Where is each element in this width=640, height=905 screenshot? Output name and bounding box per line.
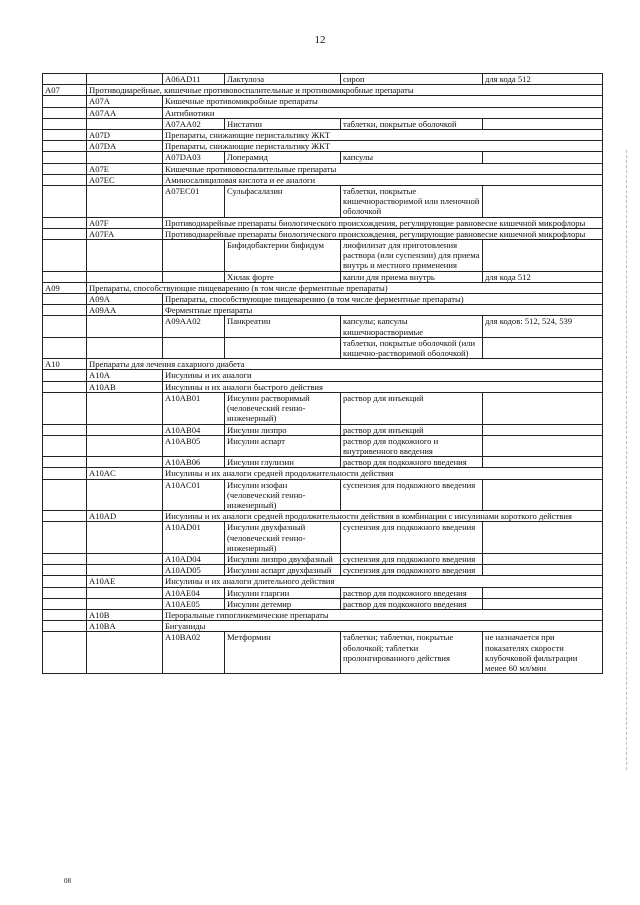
table-row — [43, 316, 603, 337]
table-cell: Инсулин глулизин — [225, 457, 341, 468]
table-row — [43, 457, 603, 468]
table-row — [43, 370, 603, 381]
table-cell: для кода 512 — [483, 271, 603, 282]
table-cell: A10AD01 — [163, 522, 225, 554]
table-cell: Кишечные противомикробные препараты — [163, 96, 603, 107]
table-cell: Инсулины и их аналоги средней продолжительности действия в комбинации с инсулинами короткого действия — [163, 511, 603, 522]
table-cell: A10AB06 — [163, 457, 225, 468]
table-cell: раствор для инъекций — [341, 424, 483, 435]
table-row — [43, 107, 603, 118]
table-cell — [87, 118, 163, 129]
table-row — [43, 85, 603, 96]
table-cell: Бифидобактерии бифидум — [225, 240, 341, 272]
table-row — [43, 424, 603, 435]
table-cell — [87, 598, 163, 609]
table-cell: A10AE — [87, 576, 163, 587]
table-row — [43, 74, 603, 85]
table-row — [43, 587, 603, 598]
table-cell: капсулы; капсулы кишечнорастворимые — [341, 316, 483, 337]
table-cell — [43, 522, 87, 554]
table-cell: таблетки; таблетки, покрытые оболочкой; таблетки пролонгированного действия — [341, 632, 483, 674]
table-row — [43, 553, 603, 564]
table-cell — [87, 316, 163, 337]
table-cell — [43, 621, 87, 632]
table-cell — [43, 598, 87, 609]
table-cell: A06AD11 — [163, 74, 225, 85]
table-cell — [87, 435, 163, 456]
table-cell — [43, 228, 87, 239]
table-cell: A07FA — [87, 228, 163, 239]
table-cell — [43, 186, 87, 218]
table-cell: A10 — [43, 359, 87, 370]
table-cell: Ферментные препараты — [163, 305, 603, 316]
table-cell: Препараты, способствующие пищеварению (в том числе ферментные препараты) — [163, 294, 603, 305]
table-cell — [43, 468, 87, 479]
table-cell — [483, 424, 603, 435]
table-cell — [163, 271, 225, 282]
table-row — [43, 392, 603, 424]
drug-list-table — [42, 73, 603, 674]
table-cell — [43, 576, 87, 587]
table-cell — [483, 587, 603, 598]
table-cell — [43, 479, 87, 511]
table-cell — [43, 457, 87, 468]
table-cell: A10AD04 — [163, 553, 225, 564]
table-cell — [43, 294, 87, 305]
table-row — [43, 282, 603, 293]
table-cell — [483, 337, 603, 358]
table-row — [43, 598, 603, 609]
table-row — [43, 305, 603, 316]
table-cell: Препараты, способствующие пищеварению (в том числе ферментные препараты) — [87, 282, 603, 293]
table-cell: суспензия для подкожного введения — [341, 565, 483, 576]
table-cell: не назначается при показателях скорости клубочковой фильтрации менее 60 мл/мин — [483, 632, 603, 674]
table-row — [43, 565, 603, 576]
table-cell: A07EC01 — [163, 186, 225, 218]
table-row — [43, 359, 603, 370]
table-cell — [87, 392, 163, 424]
table-cell: сироп — [341, 74, 483, 85]
table-cell — [43, 152, 87, 163]
table-cell — [87, 457, 163, 468]
table-cell — [43, 74, 87, 85]
table-cell: A07DA — [87, 141, 163, 152]
table-cell — [43, 337, 87, 358]
table-cell: раствор для подкожного введения — [341, 587, 483, 598]
table-row — [43, 141, 603, 152]
table-cell: A10AB05 — [163, 435, 225, 456]
table-row — [43, 96, 603, 107]
table-cell: Инсулины и их аналоги быстрого действия — [163, 381, 603, 392]
table-row — [43, 621, 603, 632]
table-cell: Инсулин аспарт — [225, 435, 341, 456]
table-cell — [483, 392, 603, 424]
table-cell — [483, 118, 603, 129]
table-row — [43, 186, 603, 218]
table-cell — [483, 598, 603, 609]
table-cell: Препараты для лечения сахарного диабета — [87, 359, 603, 370]
table-cell — [43, 587, 87, 598]
table-cell: A09AA02 — [163, 316, 225, 337]
table-row — [43, 240, 603, 272]
table-cell — [163, 337, 225, 358]
table-cell — [483, 152, 603, 163]
table-cell: для кода 512 — [483, 74, 603, 85]
table-cell: A07 — [43, 85, 87, 96]
table-cell: A07AA02 — [163, 118, 225, 129]
table-row — [43, 130, 603, 141]
table-cell: Панкреатин — [225, 316, 341, 337]
table-cell: капли для приема внутрь — [341, 271, 483, 282]
table-row — [43, 271, 603, 282]
table-cell: A09AA — [87, 305, 163, 316]
table-cell: A10AD05 — [163, 565, 225, 576]
table-row — [43, 152, 603, 163]
table-row — [43, 511, 603, 522]
table-cell — [43, 96, 87, 107]
table-cell: Аминосалициловая кислота и ее аналоги — [163, 174, 603, 185]
table-cell: A10AB01 — [163, 392, 225, 424]
table-cell: Инсулин растворимый (человеческий генно-инженерный) — [225, 392, 341, 424]
table-cell: A10AE04 — [163, 587, 225, 598]
table-cell: Противодиарейные, кишечные противовоспалительные и противомикробные препараты — [87, 85, 603, 96]
table-cell — [163, 240, 225, 272]
table-cell — [87, 565, 163, 576]
table-cell — [43, 163, 87, 174]
table-cell: суспензия для подкожного введения — [341, 479, 483, 511]
table-cell: Инсулин изофан (человеческий генно-инженерный) — [225, 479, 341, 511]
table-row — [43, 381, 603, 392]
table-cell: Сульфасалазин — [225, 186, 341, 218]
table-row — [43, 468, 603, 479]
table-cell — [43, 392, 87, 424]
table-cell — [43, 217, 87, 228]
table-cell — [87, 271, 163, 282]
table-cell: Инсулин лизпро — [225, 424, 341, 435]
table-cell — [87, 479, 163, 511]
table-cell — [87, 74, 163, 85]
table-cell: A09A — [87, 294, 163, 305]
table-cell: Кишечные противовоспалительные препараты — [163, 163, 603, 174]
table-cell: таблетки, покрытые оболочкой (или кишечно-растворимой оболочкой) — [341, 337, 483, 358]
table-cell — [483, 479, 603, 511]
table-cell: A10AC01 — [163, 479, 225, 511]
table-cell: A10AD — [87, 511, 163, 522]
table-row — [43, 632, 603, 674]
table-cell — [483, 522, 603, 554]
table-cell: A10AC — [87, 468, 163, 479]
table-cell: A07D — [87, 130, 163, 141]
table-row — [43, 609, 603, 620]
table-row — [43, 435, 603, 456]
table-cell: раствор для подкожного введения — [341, 598, 483, 609]
table-cell — [43, 240, 87, 272]
table-cell — [87, 587, 163, 598]
table-row — [43, 174, 603, 185]
table-cell — [43, 370, 87, 381]
table-cell: A07A — [87, 96, 163, 107]
table-cell — [483, 553, 603, 564]
table-cell — [43, 435, 87, 456]
table-cell — [43, 271, 87, 282]
table-cell: раствор для инъекций — [341, 392, 483, 424]
table-cell — [43, 381, 87, 392]
table-cell: Противодиарейные препараты биологического происхождения, регулирующие равновесие кишечной микрофлоры — [163, 217, 603, 228]
table-cell: раствор для подкожного введения — [341, 457, 483, 468]
table-cell: раствор для подкожного и внутривенного введения — [341, 435, 483, 456]
table-cell: A10AB — [87, 381, 163, 392]
table-row — [43, 576, 603, 587]
table-cell: Противодиарейные препараты биологического происхождения, регулирующие равновесие кишечной микрофлоры — [163, 228, 603, 239]
table-cell: Инсулины и их аналоги — [163, 370, 603, 381]
table-row — [43, 479, 603, 511]
table-cell: Лактулоза — [225, 74, 341, 85]
table-cell: Лоперамид — [225, 152, 341, 163]
table-cell — [43, 553, 87, 564]
table-cell — [43, 107, 87, 118]
table-cell: Антибиотики — [163, 107, 603, 118]
table-cell: A10A — [87, 370, 163, 381]
table-cell: A10B — [87, 609, 163, 620]
table-cell: для кодов: 512, 524, 539 — [483, 316, 603, 337]
table-cell: Инсулин детемир — [225, 598, 341, 609]
table-cell — [483, 240, 603, 272]
table-cell: суспензия для подкожного введения — [341, 553, 483, 564]
table-cell — [43, 632, 87, 674]
table-cell: A10BA — [87, 621, 163, 632]
table-row — [43, 294, 603, 305]
table-cell: капсулы — [341, 152, 483, 163]
table-cell: A07E — [87, 163, 163, 174]
table-cell — [43, 316, 87, 337]
table-row — [43, 163, 603, 174]
table-cell: Инсулин двухфазный (человеческий генно-инженерный) — [225, 522, 341, 554]
table-cell: A07EC — [87, 174, 163, 185]
table-row — [43, 522, 603, 554]
table-cell: Инсулин лизпро двухфазный — [225, 553, 341, 564]
table-row — [43, 337, 603, 358]
table-cell — [87, 337, 163, 358]
table-cell — [483, 186, 603, 218]
table-cell — [43, 141, 87, 152]
table-cell: Инсулины и их аналоги средней продолжительности действия — [163, 468, 603, 479]
table-cell: A07AA — [87, 107, 163, 118]
table-cell — [87, 632, 163, 674]
table-cell — [87, 240, 163, 272]
table-cell — [43, 609, 87, 620]
table-cell — [87, 553, 163, 564]
table-row — [43, 228, 603, 239]
table-cell — [43, 511, 87, 522]
table-row — [43, 217, 603, 228]
table-cell: A10AE05 — [163, 598, 225, 609]
table-cell — [43, 424, 87, 435]
table-cell: A07F — [87, 217, 163, 228]
table-cell: таблетки, покрытые кишечнорастворимой или пленочной оболочкой — [341, 186, 483, 218]
page-number: 12 — [314, 34, 326, 46]
drug-list-body — [43, 74, 603, 674]
table-cell — [43, 174, 87, 185]
table-cell — [87, 522, 163, 554]
table-cell — [87, 424, 163, 435]
table-cell — [43, 305, 87, 316]
table-cell — [483, 457, 603, 468]
table-cell: лиофилизат для приготовления раствора (или суспензии) для приема внутрь и местного применения — [341, 240, 483, 272]
table-cell — [43, 118, 87, 129]
table-cell — [225, 337, 341, 358]
table-row — [43, 118, 603, 129]
table-cell: A07DA03 — [163, 152, 225, 163]
scan-edge-line — [626, 150, 627, 770]
table-cell: Инсулин аспарт двухфазный — [225, 565, 341, 576]
table-cell — [43, 130, 87, 141]
table-cell — [483, 565, 603, 576]
table-cell — [87, 152, 163, 163]
table-cell: таблетки, покрытые оболочкой — [341, 118, 483, 129]
table-cell: Пероральные гипогликемические препараты — [163, 609, 603, 620]
table-cell: Инсулин гларгин — [225, 587, 341, 598]
table-cell: Нистатин — [225, 118, 341, 129]
table-cell: Хилак форте — [225, 271, 341, 282]
footer-mark: 08 — [64, 877, 71, 885]
table-cell: Препараты, снижающие перистальтику ЖКТ — [163, 141, 603, 152]
table-cell: A09 — [43, 282, 87, 293]
table-cell: A10BA02 — [163, 632, 225, 674]
table-cell: Препараты, снижающие перистальтику ЖКТ — [163, 130, 603, 141]
table-cell: Бигуаниды — [163, 621, 603, 632]
table-cell: Метформин — [225, 632, 341, 674]
table-cell: Инсулины и их аналоги длительного действия — [163, 576, 603, 587]
table-cell: A10AB04 — [163, 424, 225, 435]
table-cell — [483, 435, 603, 456]
table-cell: суспензия для подкожного введения — [341, 522, 483, 554]
table-cell — [43, 565, 87, 576]
table-cell — [87, 186, 163, 218]
